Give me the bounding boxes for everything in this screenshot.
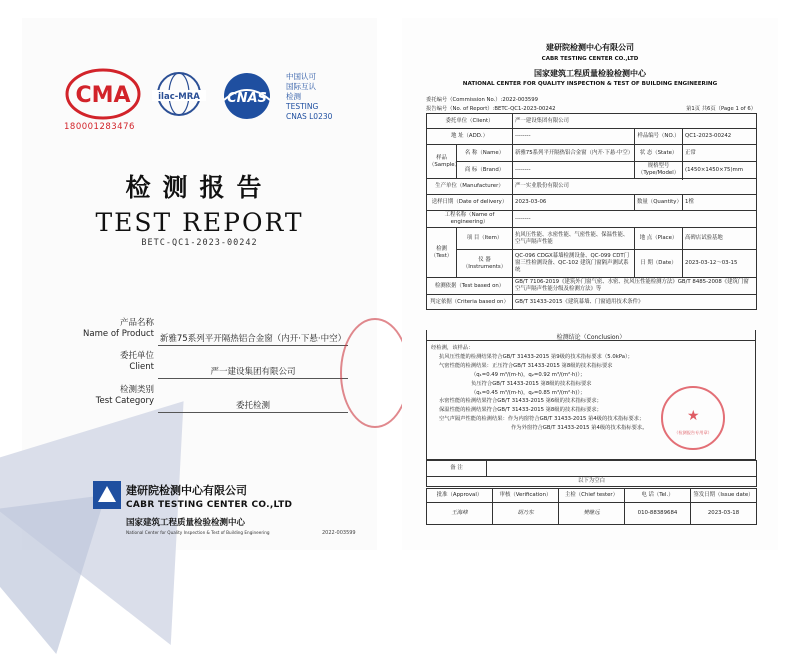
- client-value-cell: 严一建设集团有限公司: [513, 114, 757, 129]
- accreditation-logos: [64, 66, 354, 138]
- product-label-cn: 产品名称: [119, 318, 154, 328]
- test-label-cell: 检测（Test）: [427, 228, 457, 278]
- conclusion-line: 保温性能的检测结果符合GB/T 31433-2015 第8级的技术指标要求；: [439, 407, 602, 414]
- conclusion-title: 检测结论（Conclusion）: [556, 334, 626, 341]
- cover-title-en: TEST REPORT: [95, 208, 304, 237]
- product-value: 新雅75系列平开隔热铝合金窗（内开·下悬·中空）: [159, 334, 347, 344]
- state-label-cell: 状 态（State）: [635, 145, 683, 162]
- remarks-value: [487, 461, 757, 477]
- conclusion-section: [426, 330, 756, 460]
- chief-tester-signature: 樊继远: [559, 503, 625, 525]
- remarks-label: 备 注: [427, 461, 487, 477]
- item-label-cell: 项 目（Item）: [457, 228, 513, 250]
- table-row: [427, 489, 757, 503]
- cnas-caption-line: 国际互认: [286, 82, 316, 91]
- table-row: [427, 278, 757, 295]
- table-row: [427, 477, 757, 487]
- place-label-cell: 地 点（Place）: [635, 228, 683, 250]
- address-label-cell: 地 址（ADD.）: [427, 129, 513, 145]
- report-cover: [22, 18, 377, 550]
- conclusion-line: （q₁=0.49 m³/(m·h)，q₂=0.92 m³/(m²·h)）；: [471, 371, 586, 378]
- page-header2-cn: 国家建筑工程质量检验检测中心: [534, 69, 646, 78]
- seal-label: （检测报告专用章）: [674, 430, 712, 435]
- date-label-cell: 日 期（Date）: [635, 250, 683, 278]
- brand-value-cell: --------: [513, 162, 635, 179]
- cnas-caption-line: TESTING: [286, 102, 319, 111]
- criteria-label-cell: 判定依据（Criteria based on）: [427, 295, 513, 310]
- conclusion-line: 经检测，该样品：: [431, 345, 474, 351]
- approval-header: 批准（Approval）: [427, 489, 493, 503]
- product-label-en: Name of Product: [83, 329, 154, 339]
- name-label-cell: 名 称（Name）: [457, 145, 513, 162]
- table-row: [427, 162, 757, 179]
- sample-no-label-cell: 样品编号（NO.）: [635, 129, 683, 145]
- based-label-cell: 检测依据（Test based on）: [427, 278, 513, 295]
- cnas-caption: [286, 72, 332, 122]
- svg-text:ilac-MRA: ilac-MRA: [158, 92, 200, 102]
- conclusion-line: （q₁=0.45 m³/(m·h)，q₂=0.85 m³/(m²·h)）；: [471, 389, 586, 396]
- category-label: [62, 385, 154, 407]
- cover-serial: 2022-003599: [322, 530, 356, 536]
- engineering-value-cell: --------: [513, 211, 757, 228]
- cnas-caption-line: 中国认可: [286, 72, 316, 81]
- ilac-mra-logo-icon: [148, 70, 210, 124]
- table-row: [427, 250, 757, 278]
- quantity-label-cell: 数量（Quantity）: [635, 195, 683, 211]
- place-value-cell: 高碑店试验基地: [683, 228, 757, 250]
- cover-title-cn: 检测报告: [125, 173, 274, 202]
- seal-stamp-partial: [340, 318, 410, 428]
- cabr-logo-icon: [92, 480, 122, 510]
- page-header-cn: 建研院检测中心有限公司: [546, 43, 634, 52]
- verification-signature: 胡乃东: [493, 503, 559, 525]
- engineering-label-cell: 工程名称（Name of engineering）: [427, 211, 513, 228]
- manufacturer-label-cell: 生产单位（Manufacturer）: [427, 179, 513, 195]
- org-name-cn: 建研院检测中心有限公司: [126, 484, 247, 497]
- client-label-cn: 委托单位: [119, 351, 154, 361]
- cma-logo-icon: [64, 66, 142, 124]
- client-label-en: Client: [129, 362, 154, 372]
- delivery-value-cell: 2023-03-06: [513, 195, 635, 211]
- name-value-cell: 新雅75系列平开隔热铝合金窗（内开·下悬·中空）: [513, 145, 635, 162]
- tel-value: 010-88389684: [625, 503, 691, 525]
- verification-header: 审核（Verification）: [493, 489, 559, 503]
- conclusion-line: 负压符合GB/T 31433-2015 第8级的技术指标要求: [471, 380, 592, 387]
- info-table: [426, 113, 757, 310]
- delivery-label-cell: 送样日期（Date of delivery）: [427, 195, 513, 211]
- commission-number: 委托编号（Commission No.）:2022-003599: [426, 97, 538, 103]
- category-label-cn: 检测类别: [119, 385, 154, 395]
- conclusion-text: [431, 344, 648, 433]
- svg-text:CMA: CMA: [75, 83, 131, 108]
- client-label: [62, 351, 154, 373]
- remarks-table: [426, 460, 757, 487]
- item-value-cell: 抗风压性能、水密性能、气密性能、保温性能、空气声隔声性能: [513, 228, 635, 250]
- state-value-cell: 正常: [683, 145, 757, 162]
- cma-number: 180001283476: [64, 122, 135, 132]
- table-row: [427, 179, 757, 195]
- org2-name-cn: 国家建筑工程质量检验检测中心: [126, 518, 246, 528]
- table-row: [427, 503, 757, 525]
- date-value-cell: 2023-03-12～03-15: [683, 250, 757, 278]
- conclusion-line: 空气声隔声性能的检测结果：作为内窗符合GB/T 31433-2015 第4级的技术指标要求；: [439, 416, 645, 423]
- table-row: [427, 195, 757, 211]
- page-header-en: CABR TESTING CENTER CO.,LTD: [541, 56, 639, 62]
- conclusion-line: 气密性能的检测结果：正压符合GB/T 31433-2015 第8级的技术指标要求: [439, 362, 613, 369]
- org2-name-en: National Center for Quality Inspection & Test of Building Engineering: [126, 530, 270, 535]
- sample-no-value-cell: QC1-2023-00242: [683, 129, 757, 145]
- conclusion-line: 水密性能的检测结果符合GB/T 31433-2015 第6级的技术指标要求；: [439, 398, 602, 405]
- org-name-en: CABR TESTING CENTER CO.,LTD: [126, 500, 293, 510]
- conclusion-line: 抗风压性能的检测结果符合GB/T 31433-2015 第9级的技术指标要求（5.0kPa）；: [439, 353, 633, 360]
- manufacturer-value-cell: 严一实业股份有限公司: [513, 179, 757, 195]
- issue-seal-stamp: [661, 386, 725, 450]
- tel-header: 电 话（Tel.）: [625, 489, 691, 503]
- svg-text:CNAS: CNAS: [227, 91, 267, 106]
- issue-date-value: 2023-03-18: [691, 503, 757, 525]
- category-label-en: Test Category: [95, 396, 154, 406]
- page-header2-en: NATIONAL CENTER FOR QUALITY INSPECTION & TEST OF BUILDING ENGINEERING: [462, 81, 718, 87]
- quantity-value-cell: 1樘: [683, 195, 757, 211]
- table-row: [427, 211, 757, 228]
- page-number: 第1页 共6页（Page 1 of 6）: [686, 106, 756, 112]
- brand-label-cell: 商 标（Brand）: [457, 162, 513, 179]
- cnas-caption-line: CNAS L0230: [286, 112, 333, 121]
- sample-label-cell: 样品（Sample）: [427, 145, 457, 179]
- table-row: [427, 295, 757, 310]
- seal-star-icon: ★: [687, 408, 700, 424]
- model-label-cell: 规格型号（Type/Model）: [635, 162, 683, 179]
- cnas-caption-line: 检测: [286, 92, 301, 101]
- based-value-cell: GB/T 7106-2019《建筑外门窗气密、水密、抗风压性能检测方法》GB/T 8485-2008《建筑门窗空气声隔声性能分级及检测方法》等: [513, 278, 757, 295]
- model-value-cell: (1450×1450×75)mm: [683, 162, 757, 179]
- instrument-value-cell: QC-096 CDGX幕墙检测设备、QC-099 CDT门窗三性检测设备、QC-102 建筑门窗隔声测试系统: [513, 250, 635, 278]
- criteria-value-cell: GB/T 31433-2015《建筑幕墙、门窗通用技术条件》: [513, 295, 757, 310]
- cover-report-number: BETC-QC1-2023-00242: [141, 238, 258, 248]
- signature-table: [426, 488, 757, 525]
- table-row: [427, 461, 757, 477]
- table-row: [427, 145, 757, 162]
- approval-signature: 王海峰: [427, 503, 493, 525]
- product-label: [62, 318, 154, 340]
- chief-tester-header: 主检（Chief tester）: [559, 489, 625, 503]
- conclusion-line: 作为外窗符合GB/T 31433-2015 第4级的技术指标要求。: [511, 425, 648, 432]
- client-value: 严一建设集团有限公司: [158, 365, 348, 379]
- table-row: [427, 114, 757, 129]
- table-row: [427, 129, 757, 145]
- report-page-1: [402, 18, 778, 550]
- category-value: 委托检测: [158, 399, 348, 413]
- table-row: [427, 228, 757, 250]
- cnas-logo-icon: [214, 70, 280, 124]
- blank-note: 以下为空白: [427, 477, 757, 487]
- issue-date-header: 签发日期（Issue date）: [691, 489, 757, 503]
- address-value-cell: --------: [513, 129, 635, 145]
- report-number: 报告编号（No. of Report）:BETC-QC1-2023-00242: [426, 106, 556, 112]
- instrument-label-cell: 仪 器（Instruments）: [457, 250, 513, 278]
- client-label-cell: 委托单位（Client）: [427, 114, 513, 129]
